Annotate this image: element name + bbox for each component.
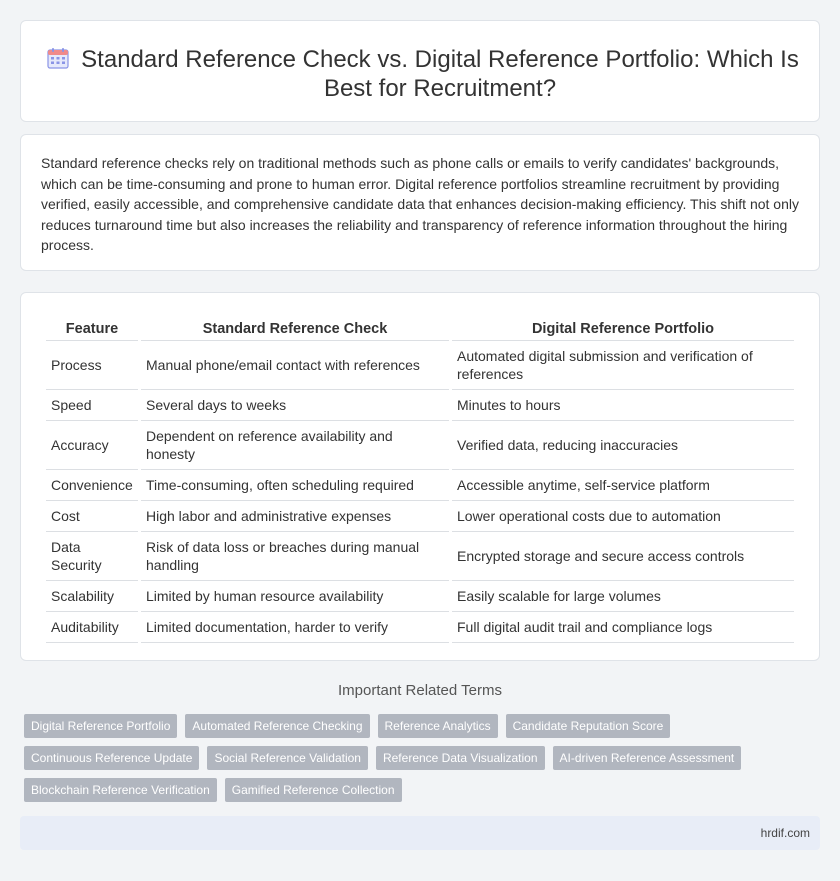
- page-title: Standard Reference Check vs. Digital Reference Portfolio: Which Is Best for Recruitment?: [81, 46, 799, 102]
- header-digital: Digital Reference Portfolio: [452, 313, 794, 341]
- standard-cell: Dependent on reference availability and honesty: [141, 421, 449, 470]
- digital-cell: Minutes to hours: [452, 390, 794, 421]
- related-term-tag[interactable]: Continuous Reference Update: [24, 746, 199, 770]
- related-term-tag[interactable]: Digital Reference Portfolio: [24, 714, 177, 738]
- table-row: [46, 501, 794, 532]
- standard-cell: Manual phone/email contact with references: [141, 341, 449, 390]
- related-term-tag[interactable]: Automated Reference Checking: [185, 714, 369, 738]
- related-terms-heading: Important Related Terms: [338, 682, 502, 699]
- related-term-tag[interactable]: Candidate Reputation Score: [506, 714, 671, 738]
- digital-cell: Lower operational costs due to automation: [452, 501, 794, 532]
- table-row: [46, 581, 794, 612]
- table-row: [46, 390, 794, 421]
- standard-cell: Time-consuming, often scheduling required: [141, 470, 449, 501]
- tag-row: [24, 778, 814, 802]
- related-term-tag[interactable]: Gamified Reference Collection: [225, 778, 402, 802]
- digital-cell: Automated digital submission and verification of references: [452, 341, 794, 390]
- related-term-tag[interactable]: Blockchain Reference Verification: [24, 778, 217, 802]
- feature-cell: Speed: [46, 390, 138, 421]
- feature-cell: Accuracy: [46, 421, 138, 470]
- table-row: [46, 470, 794, 501]
- table-header-row: [46, 313, 794, 341]
- table-row: [46, 341, 794, 390]
- tag-row: [24, 746, 814, 770]
- feature-cell: Scalability: [46, 581, 138, 612]
- digital-cell: Verified data, reducing inaccuracies: [452, 421, 794, 470]
- calendar-icon: [47, 47, 69, 69]
- related-term-tag[interactable]: Reference Data Visualization: [376, 746, 545, 770]
- digital-cell: Encrypted storage and secure access controls: [452, 532, 794, 581]
- site-link[interactable]: hrdif.com: [760, 826, 810, 840]
- digital-cell: Accessible anytime, self-service platform: [452, 470, 794, 501]
- feature-cell: Process: [46, 341, 138, 390]
- related-term-tag[interactable]: Social Reference Validation: [207, 746, 368, 770]
- intro-card: [20, 134, 820, 271]
- comparison-table: [43, 313, 797, 643]
- table-row: [46, 532, 794, 581]
- header-standard: Standard Reference Check: [141, 313, 449, 341]
- footer-bar: [20, 816, 820, 850]
- digital-cell: Full digital audit trail and compliance logs: [452, 612, 794, 643]
- standard-cell: Several days to weeks: [141, 390, 449, 421]
- standard-cell: High labor and administrative expenses: [141, 501, 449, 532]
- tag-row: [24, 714, 814, 738]
- related-terms-list: [24, 714, 814, 810]
- digital-cell: Easily scalable for large volumes: [452, 581, 794, 612]
- feature-cell: Cost: [46, 501, 138, 532]
- related-term-tag[interactable]: AI-driven Reference Assessment: [553, 746, 742, 770]
- feature-cell: Auditability: [46, 612, 138, 643]
- standard-cell: Limited documentation, harder to verify: [141, 612, 449, 643]
- standard-cell: Limited by human resource availability: [141, 581, 449, 612]
- table-row: [46, 421, 794, 470]
- header-feature: Feature: [46, 313, 138, 341]
- comparison-card: [20, 292, 820, 661]
- feature-cell: Data Security: [46, 532, 138, 581]
- intro-paragraph: Standard reference checks rely on traditional methods such as phone calls or emails to verify candidates' backgrounds, which can be time-consuming and prone to human error. Digital reference portfolios streamline recruitment by providing verified, easily accessible, and comprehensive candidate data that enhances decision-making efficiency. This shift not only reduces turnaround time but also increases the reliability and transparency of reference information throughout the hiring process.: [41, 155, 799, 253]
- standard-cell: Risk of data loss or breaches during manual handling: [141, 532, 449, 581]
- table-row: [46, 612, 794, 643]
- title-card: [20, 20, 820, 122]
- feature-cell: Convenience: [46, 470, 138, 501]
- related-term-tag[interactable]: Reference Analytics: [378, 714, 498, 738]
